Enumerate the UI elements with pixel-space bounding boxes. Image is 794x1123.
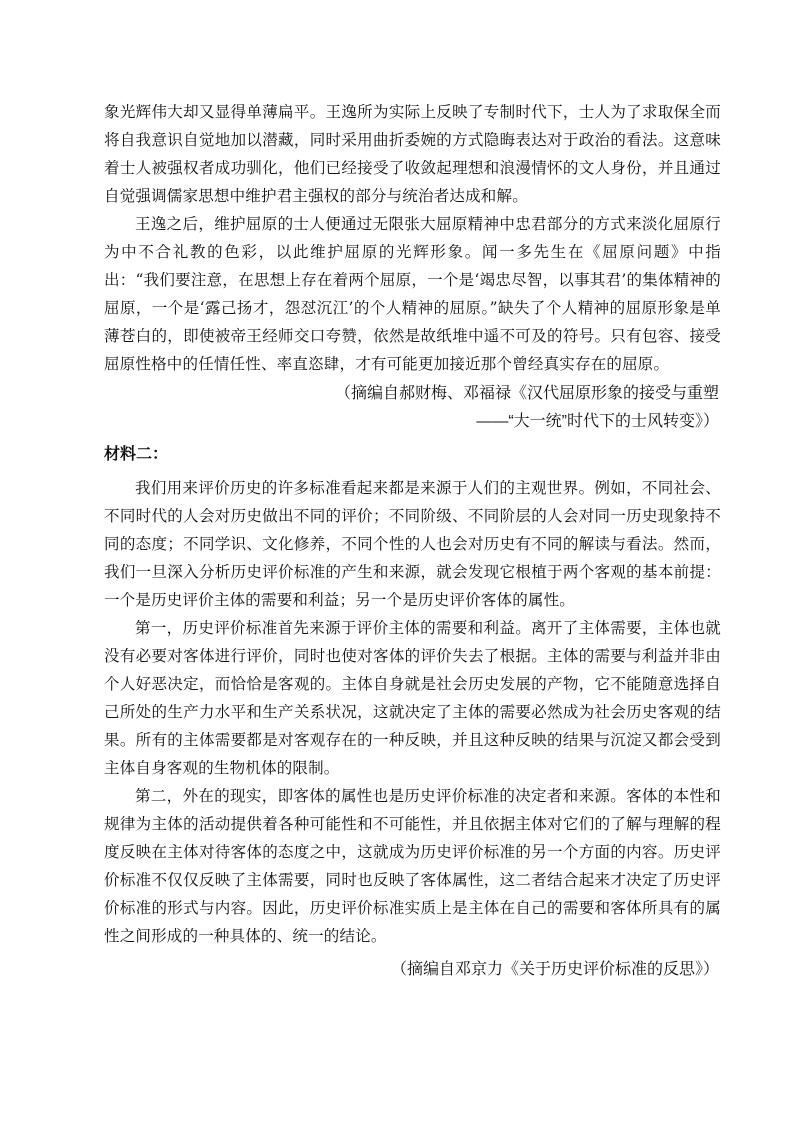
document-body [104,98,721,984]
material1-source-citation [104,380,721,436]
material1-paragraph-2: 王逸之后，维护屈原的士人便通过无限张大屈原精神中忠君部分的方式来淡化屈原行为中不合礼教的色彩，以此维护屈原的光辉形象。闻一多先生在《屈原问题》中指出：“我们要注意，在思想上存在着两个屈原，一个是‘竭忠尽智，以事其君’的集体精神的屈原，一个是‘露己扬才，怨怼沉江’的个人精神的屈原。”缺失了个人精神的屈原形象是单薄苍白的，即使被帝王经师交口夸赞，依然是故纸堆中遥不可及的符号。只有包容、接受屈原性格中的任情任性、率直恣肆，才有可能更加接近那个曾经真实存在的屈原。 [104,215,721,373]
material2-paragraph-1: 我们用来评价历史的许多标准看起来都是来源于人们的主观世界。例如，不同社会、不同时代的人会对历史做出不同的评价；不同阶级、不同阶层的人会对同一历史现象持不同的态度；不同学识、文化修养，不同个性的人也会对历史有不同的解读与看法。然而，我们一旦深入分析历史评价标准的产生和来源，就会发现它根植于两个客观的基本前提：一个是历史评价主体的需要和利益；另一个是历史评价客体的属性。 [104,479,721,609]
material1-source-line-1: （摘编自郝财梅、邓福禄《汉代屈原形象的接受与重塑 [334,385,719,402]
material1-paragraph-1: 象光辉伟大却又显得单薄扁平。王逸所为实际上反映了专制时代下，士人为了求取保全而将自我意识自觉地加以潜藏，同时采用曲折委婉的方式隐晦表达对于政治的看法。这意味着士人被强权者成功驯化，他们已经接受了收敛起理想和浪漫情怀的文人身份，并且通过自觉强调儒家思想中维护君主强权的部分与统治者达成和解。 [104,103,721,205]
material2-paragraph-2: 第一，历史评价标准首先来源于评价主体的需要和利益。离开了主体需要，主体也就没有必要对客体进行评价，同时也使对客体的评价失去了根据。主体的需要与利益并非由个人好恶决定，而恰恰是客观的。主体自身就是社会历史发展的产物，它不能随意选择自己所处的生产力水平和生产关系状况，这就决定了主体的需要必然成为社会历史客观的结果。所有的主体需要都是对客观存在的一种反映，并且这种反映的结果与沉淀又都会受到主体自身客观的生物机体的限制。 [104,619,721,777]
material2-paragraph-3: 第二，外在的现实，即客体的属性也是历史评价标准的决定者和来源。客体的本性和规律为主体的活动提供着各种可能性和不可能性，并且依据主体对它们的了解与理解的程度反映在主体对待客体的态度之中，这就成为历史评价标准的另一个方面的内容。历史评价标准不仅仅反映了主体需要，同时也反映了客体属性，这二者结合起来才决定了历史评价标准的形式与内容。因此，历史评价标准实质上是主体在自己的需要和客体所具有的属性之间形成的一种具体的、统一的结论。 [104,787,721,945]
material1-source-line-2: ——“大一统”时代下的士风转变》） [476,413,719,430]
material2-heading: 材料二： [104,446,169,463]
material2-source-citation: （摘编自邓京力《关于历史评价标准的反思》） [390,961,719,978]
